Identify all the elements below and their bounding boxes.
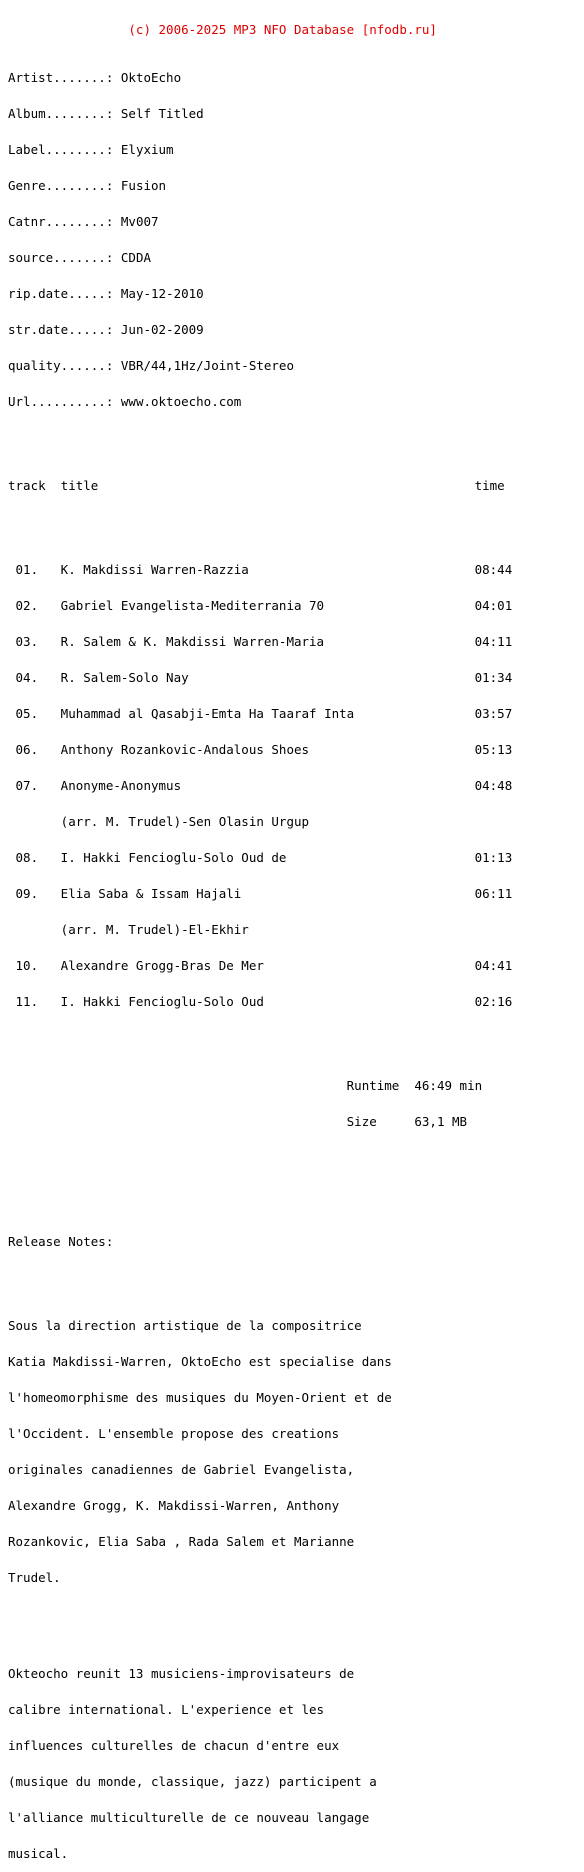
info-value: Mv007	[120, 214, 159, 229]
track-row: 06. Anthony Rozankovic-Andalous Shoes 05:13	[8, 742, 513, 757]
track-row-continuation: (arr. M. Trudel)-El-Ekhir	[8, 922, 249, 937]
info-rip-date	[8, 288, 512, 300]
blank-line	[8, 1152, 512, 1164]
release-notes-heading: Release Notes:	[8, 1234, 114, 1249]
notes-line: musical.	[8, 1846, 69, 1861]
notes-line: calibre international. L'experience et les	[8, 1702, 325, 1717]
info-label: Url..........:	[8, 394, 121, 409]
nfo-document	[8, 0, 512, 1872]
track-row: 11. I. Hakki Fencioglu-Solo Oud 02:16	[8, 994, 513, 1009]
url-link[interactable]: www.oktoecho.com	[120, 394, 242, 409]
blank-line	[8, 1188, 512, 1200]
blank-line	[8, 1620, 512, 1632]
notes-line: Sous la direction artistique de la compositrice	[8, 1318, 362, 1333]
copyright-header: (c) 2006-2025 MP3 NFO Database [nfodb.ru]	[8, 22, 437, 37]
blank-line	[8, 444, 512, 456]
track-row: 03. R. Salem & K. Makdissi Warren-Maria 04:11	[8, 634, 513, 649]
info-label: Genre........:	[8, 178, 121, 193]
notes-line: originales canadiennes de Gabriel Evangelista,	[8, 1462, 355, 1477]
info-label: source.......:	[8, 250, 121, 265]
track-row: 04. R. Salem-Solo Nay 01:34	[8, 670, 513, 685]
track-row: 09. Elia Saba & Issam Hajali 06:11	[8, 886, 513, 901]
info-value: Fusion	[120, 178, 167, 193]
notes-line: Katia Makdissi-Warren, OktoEcho est specialise dans	[8, 1354, 392, 1369]
notes-line: l'homeomorphisme des musiques du Moyen-Orient et de	[8, 1390, 392, 1405]
track-row: 02. Gabriel Evangelista-Mediterrania 70 04:01	[8, 598, 513, 613]
blank-line	[8, 1272, 512, 1284]
notes-line: Rozankovic, Elia Saba , Rada Salem et Marianne	[8, 1534, 355, 1549]
info-value: May-12-2010	[120, 286, 204, 301]
info-artist	[8, 72, 512, 84]
info-catnr	[8, 216, 512, 228]
info-label: rip.date.....:	[8, 286, 121, 301]
info-label: str.date.....:	[8, 322, 121, 337]
track-row: 05. Muhammad al Qasabji-Emta Ha Taaraf Inta 03:57	[8, 706, 513, 721]
size-line: Size 63,1 MB	[8, 1114, 468, 1129]
info-label: Artist.......:	[8, 70, 121, 85]
notes-line: l'alliance multiculturelle de ce nouveau langage	[8, 1810, 370, 1825]
info-url	[8, 396, 512, 408]
track-row: 07. Anonyme-Anonymus 04:48	[8, 778, 513, 793]
info-value: Jun-02-2009	[120, 322, 204, 337]
info-source	[8, 252, 512, 264]
notes-line: l'Occident. L'ensemble propose des creations	[8, 1426, 340, 1441]
runtime-line: Runtime 46:49 min	[8, 1078, 483, 1093]
notes-line: Okteocho reunit 13 musiciens-improvisateurs de	[8, 1666, 355, 1681]
notes-line: influences culturelles de chacun d'entre eux	[8, 1738, 340, 1753]
info-label: Album........:	[8, 106, 121, 121]
info-genre	[8, 180, 512, 192]
track-row-continuation: (arr. M. Trudel)-Sen Olasin Urgup	[8, 814, 310, 829]
info-label-name	[8, 144, 512, 156]
info-value: Elyxium	[120, 142, 174, 157]
info-label: Catnr........:	[8, 214, 121, 229]
info-value: CDDA	[120, 250, 151, 265]
info-quality	[8, 360, 512, 372]
info-album	[8, 108, 512, 120]
track-row: 08. I. Hakki Fencioglu-Solo Oud de 01:13	[8, 850, 513, 865]
track-row: 01. K. Makdissi Warren-Razzia 08:44	[8, 562, 513, 577]
notes-line: (musique du monde, classique, jazz) participent a	[8, 1774, 377, 1789]
blank-line	[8, 516, 512, 528]
track-row: 10. Alexandre Grogg-Bras De Mer 04:41	[8, 958, 513, 973]
info-value: Self Titled	[120, 106, 204, 121]
tracklist-header: track title time	[8, 478, 505, 493]
info-label: quality......:	[8, 358, 121, 373]
blank-line	[8, 1044, 512, 1056]
notes-line: Alexandre Grogg, K. Makdissi-Warren, Anthony	[8, 1498, 340, 1513]
info-label: Label........:	[8, 142, 121, 157]
info-value: VBR/44,1Hz/Joint-Stereo	[120, 358, 294, 373]
info-value: OktoEcho	[120, 70, 182, 85]
info-str-date	[8, 324, 512, 336]
notes-line: Trudel.	[8, 1570, 61, 1585]
